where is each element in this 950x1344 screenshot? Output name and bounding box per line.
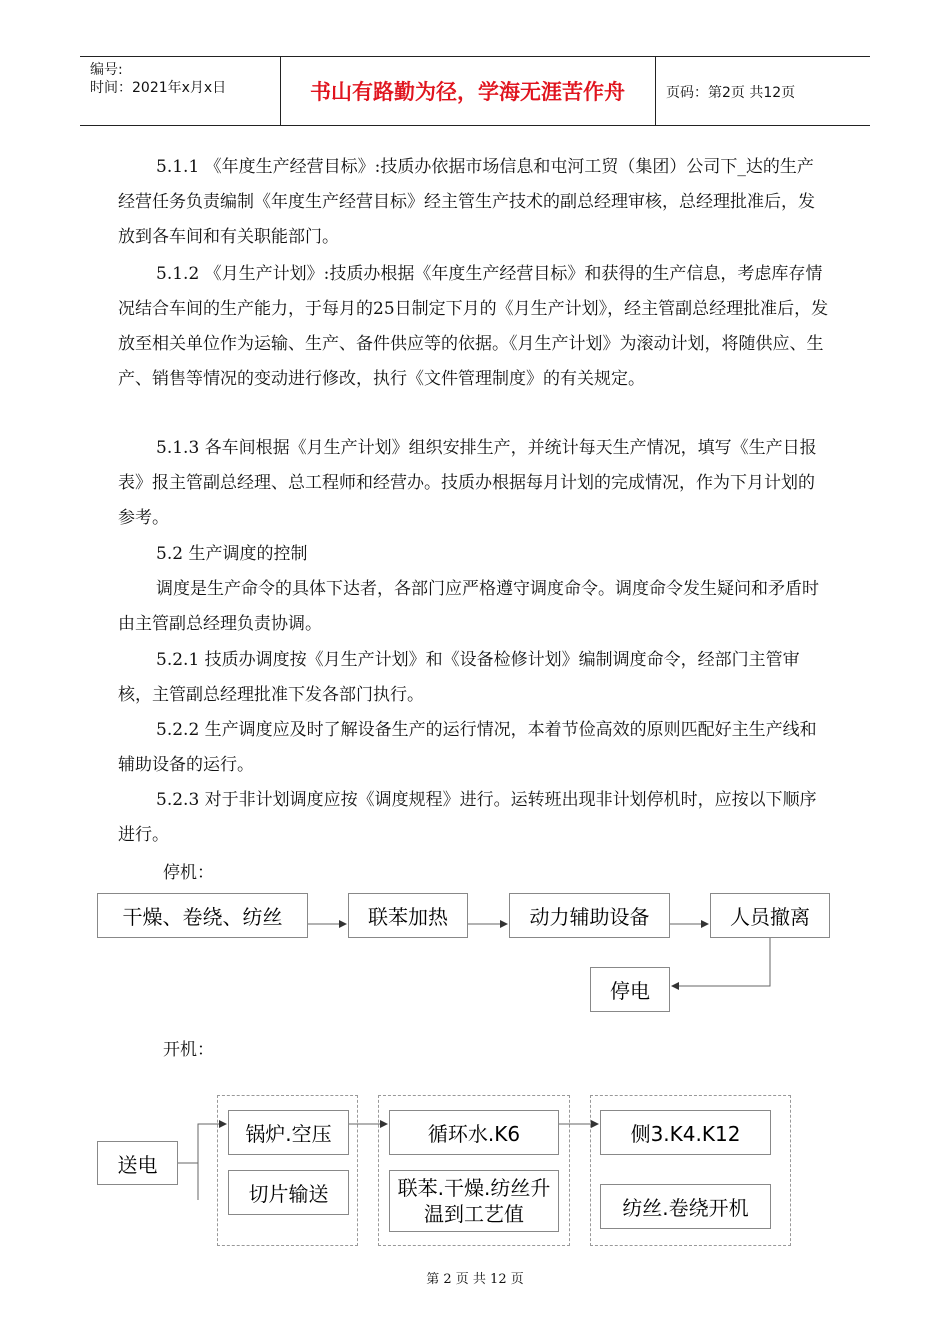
start-step-spin-wind-start: 纺丝.卷绕开机: [600, 1184, 771, 1229]
start-step-side-k4-k12: 侧3.K4.K12: [600, 1110, 771, 1155]
paragraph-5-2-3: 5.2.3 对于非计划调度应按《调度规程》进行。运转班出现非计划停机时，应按以下顺序进行。: [118, 790, 817, 845]
page-footer: 第 2 页 共 12 页: [426, 1272, 524, 1287]
start-step-boiler-air: 锅炉.空压: [228, 1110, 349, 1155]
start-step-circulating-water: 循环水.K6: [389, 1110, 559, 1155]
start-step-power-on: 送电: [97, 1141, 178, 1185]
section-heading-5-2: 5.2 生产调度的控制: [156, 544, 308, 564]
paragraph-5-1-2: 5.1.2 《月生产计划》:技质办根据《年度生产经营目标》和获得的生产信息，考虑库存情况结合车间的生产能力，于每月的25日制定下月的《月生产计划》，经主管副总经理批准后，发放至相关单位作为运输、生产、备件供应等的依据。《月生产计划》为滚动计划，将随供应、生产、销售等情况的变动进行修改，执行《文件管理制度》的有关规定。: [118, 264, 829, 389]
document-date: 时间：2021年x月x日: [90, 80, 227, 96]
header-page-info: 页码：第2页 共12页: [666, 85, 796, 101]
document-number-label: 编号:: [90, 62, 123, 78]
paragraph-5-2-2: 5.2.2 生产调度应及时了解设备生产的运行情况，本着节俭高效的原则匹配好主生产线和辅助设备的运行。: [118, 720, 817, 775]
stop-step-auxiliary-equipment: 动力辅助设备: [509, 893, 670, 938]
start-step-chip-conveying: 切片输送: [228, 1170, 349, 1215]
stop-step-power-off: 停电: [590, 967, 670, 1012]
paragraph-5-1-1: 5.1.1 《年度生产经营目标》:技质办依据市场信息和屯河工贸（集团）公司下_达的生产经营任务负责编制《年度生产经营目标》经主管生产技术的副总经理审核，总经理批准后，发放到各车间和有关职能部门。: [118, 157, 815, 247]
start-flow-label: 开机：: [163, 1040, 214, 1060]
paragraph-5-2-1: 5.2.1 技质办调度按《月生产计划》和《设备检修计划》编制调度命令，经部门主管审核，主管副总经理批准下发各部门执行。: [118, 650, 800, 705]
stop-flow-label: 停机：: [163, 863, 214, 883]
header-motto: 书山有路勤为径，学海无涯苦作舟: [310, 80, 625, 104]
paragraph-5-1-3: 5.1.3 各车间根据《月生产计划》组织安排生产，并统计每天生产情况，填写《生产日报表》报主管副总经理、总工程师和经营办。技质办根据每月计划的完成情况，作为下月计划的参考。: [118, 438, 817, 528]
stop-step-dry-wind-spin: 干燥、卷绕、纺丝: [97, 893, 308, 938]
start-step-heat-to-process: 联苯.干燥.纺丝升温到工艺值: [389, 1170, 559, 1232]
stop-step-personnel-evacuate: 人员撤离: [710, 893, 830, 938]
arrow-connector: [178, 1124, 226, 1163]
stop-step-biphenyl-heating: 联苯加热: [348, 893, 468, 938]
paragraph-5-2-intro: 调度是生产命令的具体下达者，各部门应严格遵守调度命令。调度命令发生疑问和矛盾时由主管副总经理负责协调。: [118, 579, 819, 634]
arrow-connector: [672, 938, 770, 986]
